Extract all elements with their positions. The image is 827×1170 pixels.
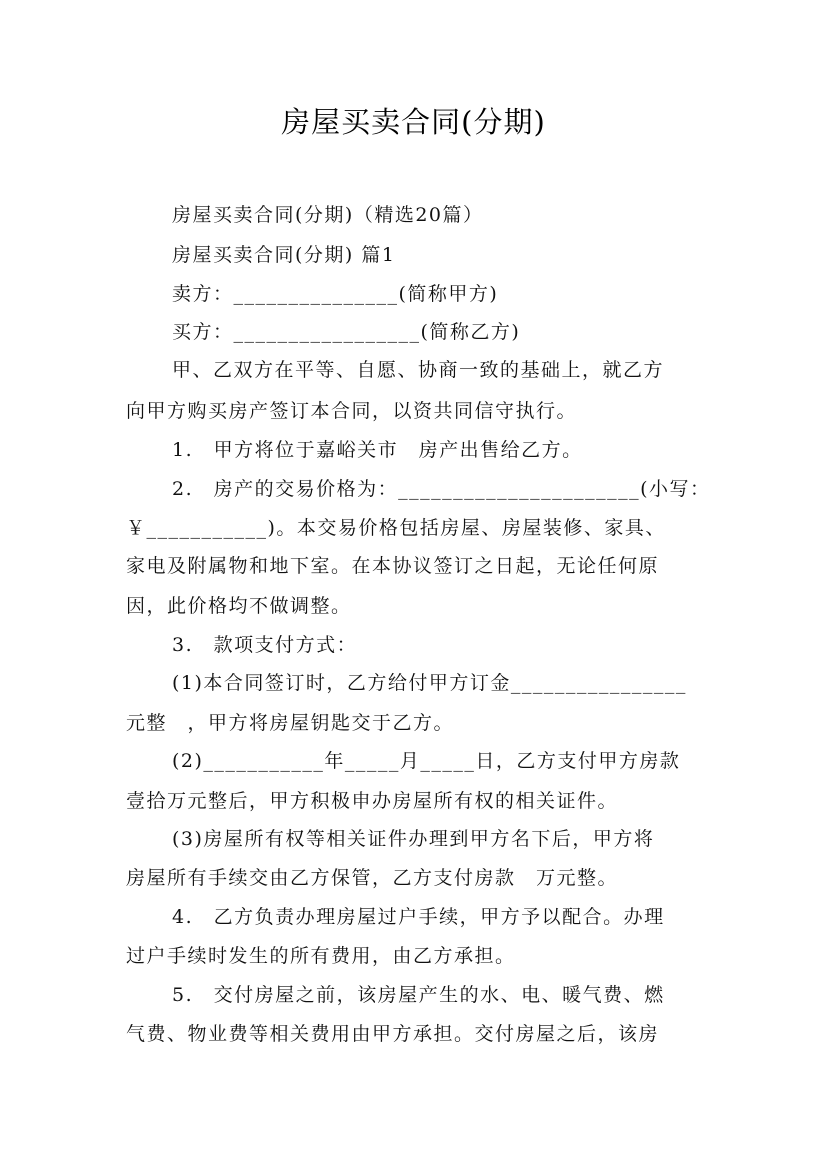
subtitle-line: 房屋买卖合同(分期)（精选20篇） bbox=[172, 204, 484, 226]
paragraph-line: 甲、乙双方在平等、自愿、协商一致的基础上，就乙方 bbox=[172, 359, 665, 381]
clause-4-line: 4. 乙方负责办理房屋过户手续，甲方予以配合。办理 bbox=[172, 906, 665, 928]
paragraph-line: 向甲方购买房产签订本合同，以资共同信守执行。 bbox=[126, 400, 578, 422]
clause-3-line: 3. 款项支付方式： bbox=[172, 634, 358, 656]
clause-1-line: 1. 甲方将位于嘉峪关市 房产出售给乙方。 bbox=[172, 439, 583, 461]
payment-1-line: (1)本合同签订时，乙方给付甲方订金________________ bbox=[172, 672, 687, 694]
paragraph-line: 元整 ，甲方将房屋钥匙交于乙方。 bbox=[126, 712, 455, 734]
section-heading: 房屋买卖合同(分期) 篇1 bbox=[172, 244, 396, 266]
buyer-line: 买方：_________________(简称乙方) bbox=[172, 321, 521, 343]
seller-line: 卖方：_______________(简称甲方) bbox=[172, 283, 499, 305]
paragraph-line: 气费、物业费等相关费用由甲方承担。交付房屋之后，该房 bbox=[126, 1023, 660, 1045]
document-title: 房屋买卖合同(分期) bbox=[281, 105, 546, 139]
clause-5-line: 5. 交付房屋之前，该房屋产生的水、电、暖气费、燃 bbox=[172, 984, 665, 1006]
payment-3-line: (3)房屋所有权等相关证件办理到甲方名下后，甲方将 bbox=[172, 828, 655, 850]
paragraph-line: 壹拾万元整后，甲方积极申办房屋所有权的相关证件。 bbox=[126, 790, 619, 812]
paragraph-line: 因，此价格均不做调整。 bbox=[126, 595, 352, 617]
paragraph-line: ￥___________)。本交易价格包括房屋、房屋装修、家具、 bbox=[126, 517, 666, 539]
clause-2-line: 2. 房产的交易价格为：______________________(小写： bbox=[172, 478, 711, 500]
paragraph-line: 房屋所有手续交由乙方保管，乙方支付房款 万元整。 bbox=[126, 867, 619, 889]
payment-2-line: (2)___________年_____月_____日，乙方支付甲方房款 bbox=[172, 750, 681, 772]
paragraph-line: 过户手续时发生的所有费用，由乙方承担。 bbox=[126, 945, 516, 967]
paragraph-line: 家电及附属物和地下室。在本协议签订之日起，无论任何原 bbox=[126, 555, 660, 577]
